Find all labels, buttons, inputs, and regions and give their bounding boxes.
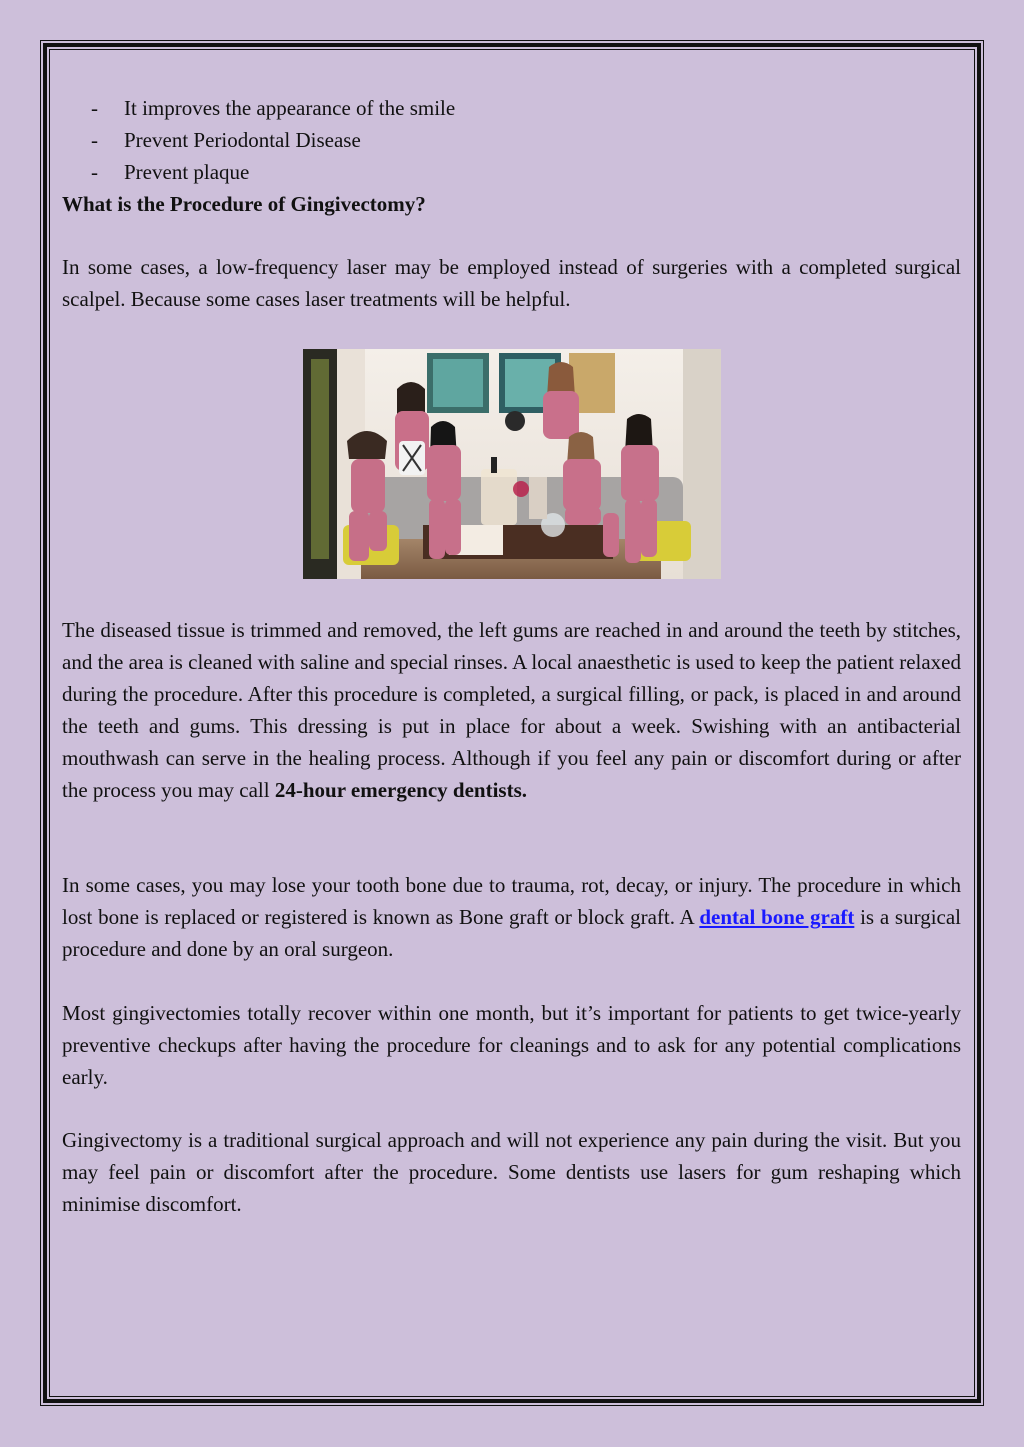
list-item	[62, 92, 961, 124]
list-dash: -	[91, 96, 98, 120]
list-item	[62, 156, 961, 188]
list-item-text: It improves the appearance of the smile	[124, 96, 456, 120]
top-content	[62, 92, 961, 220]
list-dash: -	[91, 160, 98, 184]
dental-team-photo	[303, 349, 721, 579]
list-dash: -	[91, 128, 98, 152]
procedure-text: The diseased tissue is trimmed and removed, the left gums are reached in and around the teeth by stitches, and the area is cleaned with saline and special rinses. A local anaesthetic is used to keep the patient relaxed during the procedure. After this procedure is completed, a surgical filling, or pack, is placed in and around the teeth and gums. This dressing is put in place for about a week. Swishing with an antibacterial mouthwash can serve in the healing process. Although if you feel any pain or discomfort during or after the process you may call	[62, 618, 961, 802]
section-heading: What is the Procedure of Gingivectomy?	[62, 192, 426, 216]
list-item-text: Prevent plaque	[124, 160, 250, 184]
paragraph-recovery: Most gingivectomies totally recover within one month, but it’s important for patients to get twice-yearly preventive checkups after having the procedure for cleanings and to ask for any potential complications early.	[62, 1001, 961, 1089]
team-photo-icon	[303, 349, 721, 579]
person-1	[347, 431, 387, 561]
paragraph-procedure	[62, 614, 961, 806]
dental-bone-graft-link[interactable]: dental bone graft	[699, 905, 855, 929]
bone-graft-text-after: is a surgical procedure and done by an oral surgeon.	[62, 905, 961, 961]
emergency-dentists-text: 24-hour emergency dentists.	[274, 778, 528, 802]
paragraph-traditional-approach: Gingivectomy is a traditional surgical approach and will not experience any pain during the visit. But you may feel pain or discomfort after the procedure. Some dentists use lasers for gum reshaping which minimise discomfort.	[62, 1128, 961, 1216]
paragraph-bone-graft	[62, 869, 961, 965]
benefits-list	[62, 92, 961, 188]
person-3	[427, 421, 461, 559]
list-item-text: Prevent Periodontal Disease	[124, 128, 361, 152]
bone-graft-text-before: In some cases, you may lose your tooth bone due to trauma, rot, decay, or injury. The procedure in which lost bone is replaced or registered is known as Bone graft or block graft. A	[62, 873, 961, 929]
list-item	[62, 124, 961, 156]
paragraph-laser: In some cases, a low-frequency laser may be employed instead of surgeries with a completed surgical scalpel. Because some cases laser treatments will be helpful.	[62, 255, 961, 311]
